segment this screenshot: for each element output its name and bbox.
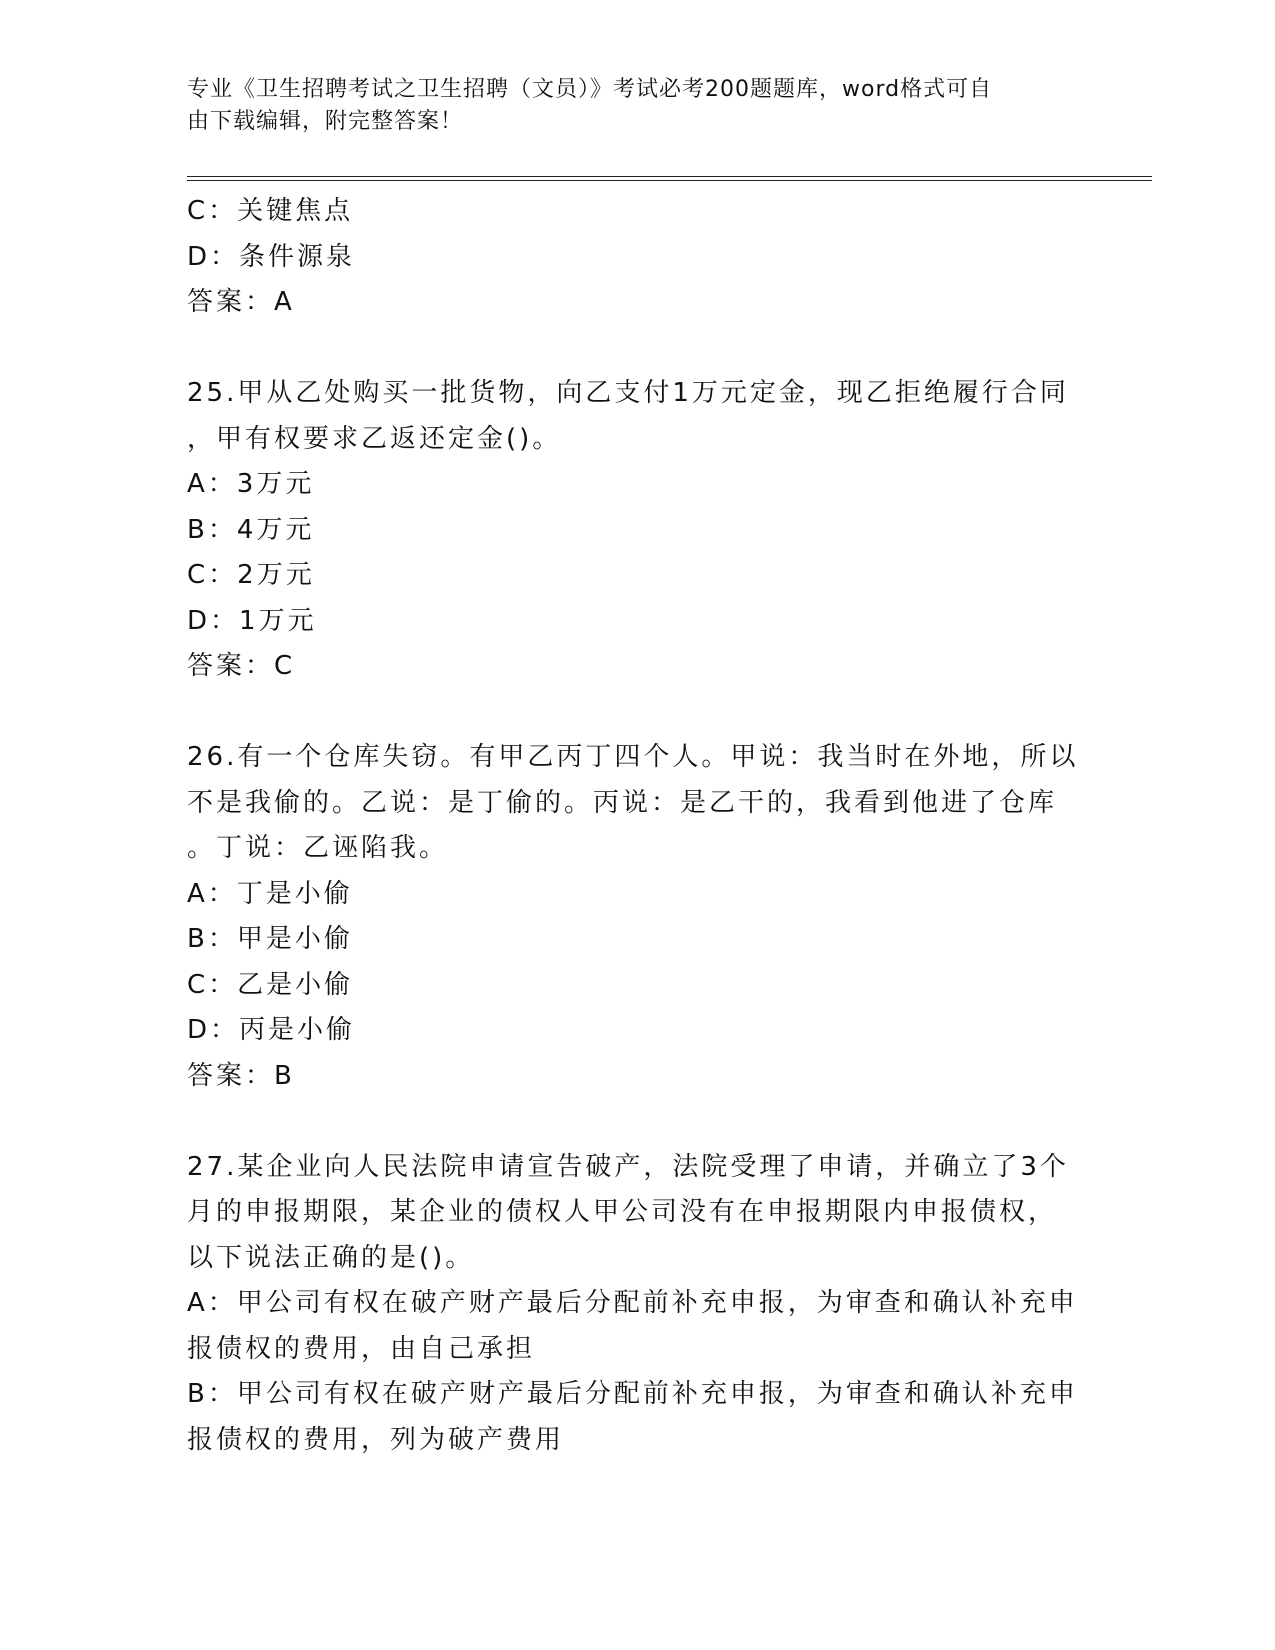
q26-option-b: B：甲是小偷: [187, 924, 353, 954]
header-divider: [187, 176, 1152, 181]
q25-option-c: C：2万元: [187, 560, 315, 590]
q27-stem-line-2: 月的申报期限，某企业的债权人甲公司没有在申报期限内申报债权，: [187, 1197, 1058, 1227]
q27-option-a-line-1: A：甲公司有权在破产财产最后分配前补充申报，为审查和确认补充申: [187, 1288, 1078, 1318]
q27-option-b-line-1: B：甲公司有权在破产财产最后分配前补充申报，为审查和确认补充申: [187, 1379, 1078, 1409]
q25-answer: 答案：C: [187, 651, 296, 681]
q25-option-a: A：3万元: [187, 469, 315, 499]
q26-stem-line-1: 26.有一个仓库失窃。有甲乙丙丁四个人。甲说：我当时在外地，所以: [187, 742, 1079, 772]
header-line-2: 由下载编辑，附完整答案！: [187, 109, 464, 134]
q26-stem-line-2: 不是我偷的。乙说：是丁偷的。丙说：是乙干的，我看到他进了仓库: [187, 787, 1058, 818]
q25-option-d: D：1万元: [187, 605, 317, 636]
header-line-1: 专业《卫生招聘考试之卫生招聘（文员）》考试必考200题题库，word格式可自: [187, 77, 993, 102]
q26-option-c: C：乙是小偷: [187, 969, 354, 1000]
document-body: [187, 189, 1087, 1463]
q25-option-b: B：4万元: [187, 514, 315, 545]
q25-stem-line-1: 25.甲从乙处购买一批货物，向乙支付1万元定金，现乙拒绝履行合同: [187, 378, 1069, 408]
spacer: [187, 690, 1087, 736]
q26-option-d: D：丙是小偷: [187, 1015, 356, 1045]
q25-stem-line-2: ，甲有权要求乙返还定金()。: [187, 423, 562, 454]
q26-stem-line-3: 。丁说：乙诬陷我。: [187, 833, 449, 863]
document-header: [187, 74, 1067, 138]
q27-option-b-line-2: 报债权的费用，列为破产费用: [187, 1424, 565, 1455]
q26-answer: 答案：B: [187, 1060, 295, 1091]
q27-stem-line-1: 27.某企业向人民法院申请宣告破产，法院受理了申请，并确立了3个: [187, 1151, 1069, 1182]
prev-option-d: D：条件源泉: [187, 241, 356, 272]
prev-option-c: C：关键焦点: [187, 196, 354, 226]
q26-option-a: A：丁是小偷: [187, 878, 353, 909]
q27-option-a-line-2: 报债权的费用，由自己承担: [187, 1333, 536, 1364]
prev-answer: 答案：A: [187, 287, 295, 317]
spacer: [187, 1099, 1087, 1145]
spacer: [187, 326, 1087, 372]
q27-stem-line-3: 以下说法正确的是()。: [187, 1242, 475, 1273]
